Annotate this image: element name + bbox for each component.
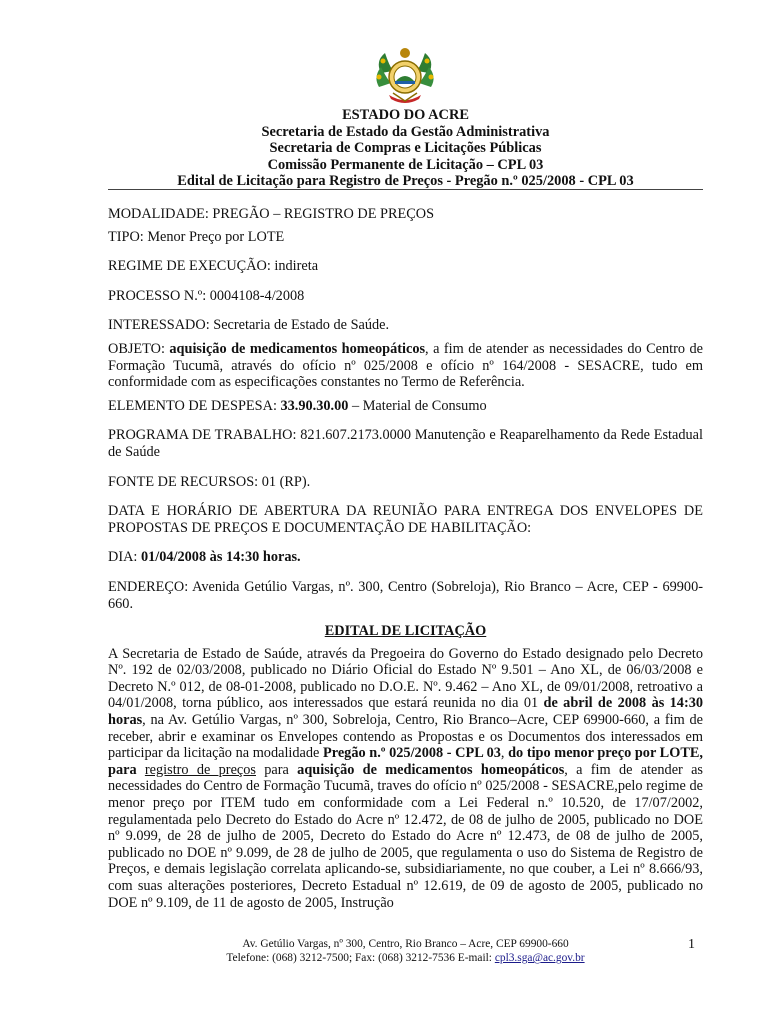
field-regime: REGIME DE EXECUÇÃO: indireta — [108, 258, 319, 275]
document-header — [108, 107, 703, 190]
header-purchasing: Secretaria de Compras e Licitações Públicas — [269, 140, 542, 157]
header-edital-title: Edital de Licitação para Registro de Preços - Pregão n.º 025/2008 - CPL 03 — [177, 173, 634, 190]
header-commission: Comissão Permanente de Licitação – CPL 03 — [267, 156, 544, 173]
edital-paragraph: A Secretaria de Estado de Saúde, através da Pregoeira do Governo do Estado designado pelo Decreto Nº. 192 de 02/03/2008, publicado no Diário Oficial do Estado Nº 9.501 – Ano XL, de 06/03/2008 e Decreto N.º 012, de 08-01-2008, publicado no D.O.E. Nº. 9.462 – Ano XL, de 09/01/2008, retroativo a 04/01/2008, torna público, aos interessados que estará reunida no dia 01 de abril de 2008 às 14:30 horas, na Av. Getúlio Vargas, nº 300, Sobreloja, Centro, Rio Branco–Acre, CEP 69900-660, a fim de receber, abrir e examinar os Envelopes contendo as Propostas e os Documentos dos interessados em participar da licitação na modalidade Pregão n.º 025/2008 - CPL 03, do tipo menor preço por LOTE, para registro de preços para aquisição de medicamentos homeopáticos, a fim de atender as necessidades do Centro de Formação Tucumã, traves do ofício nº 025/2008 - SESACRE,pelo regime de menor preço por ITEM tudo em conformidade com a Lei Federal n.º 10.520, de 17/07/2002, regulamentada pelo Decreto do Estado do Acre nº 12.472, de 08 de julho de 2005, publicado no DOE nº 9.099, de 28 de julho de 2005, Decreto do Estado do Acre nº 12.473, de 08 de julho de 2005, publicado no DOE nº 9.099, de 28 de julho de 2005, que regulamenta o uso do Sistema de Registro de Preços, e demais legislação correlata aplicando-se, subsidiariamente, no que couber, a Lei nº 8.666/93, com suas alterações posteriores, Decreto Estadual nº 12.619, de 09 de agosto de 2005, publicado no DOE nº 9.109, de 11 de agosto de 2005, Instrução — [108, 645, 704, 911]
field-interessado: INTERESSADO: Secretaria de Estado de Saúde. — [108, 317, 390, 334]
document-body — [108, 206, 703, 911]
field-dia: DIA: 01/04/2008 às 14:30 horas. — [108, 549, 301, 566]
document-footer — [108, 937, 703, 965]
field-modalidade: MODALIDADE: PREGÃO – REGISTRO DE PREÇOS — [108, 206, 435, 222]
field-programa: PROGRAMA DE TRABALHO: 821.607.2173.0000 Manutenção e Reaparelhamento da Rede Estadual de Saúde — [108, 427, 703, 460]
field-endereco: ENDEREÇO: Avenida Getúlio Vargas, nº. 300, Centro (Sobreloja), Rio Branco – Acre, CEP - 69900-660. — [108, 578, 703, 612]
field-tipo: TIPO: Menor Preço por LOTE — [108, 228, 285, 245]
field-data-horario: DATA E HORÁRIO DE ABERTURA DA REUNIÃO PARA ENTREGA DOS ENVELOPES DE PROPOSTAS DE PREÇOS E DOCUMENTAÇÃO DE HABILITAÇÃO: — [108, 503, 703, 536]
footer-contacts: Telefone: (068) 3212-7500; Fax: (068) 3212-7536 E-mail: cpl3.sga@ac.gov.br — [226, 952, 585, 965]
edital-section-title: EDITAL DE LICITAÇÃO — [324, 623, 487, 640]
field-objeto: OBJETO: aquisição de medicamentos homeopáticos, a fim de atender as necessidades do Centro de Formação Tucumã, através do ofício nº 025/2008 e ofício nº 164/2008 - SESACRE, tudo em conformidade com as especificações constantes no Termo de Referência. — [108, 340, 704, 391]
footer-email-link[interactable]: cpl3.sga@ac.gov.br — [494, 952, 585, 965]
page-number: 1 — [688, 937, 695, 952]
field-processo: PROCESSO N.º: 0004108-4/2008 — [108, 287, 305, 304]
header-secretariat: Secretaria de Estado da Gestão Administrativa — [261, 123, 550, 140]
field-fonte: FONTE DE RECURSOS: 01 (RP). — [108, 473, 311, 490]
header-state: ESTADO DO ACRE — [342, 107, 469, 123]
field-elemento-despesa: ELEMENTO DE DESPESA: 33.90.30.00 – Material de Consumo — [108, 397, 487, 414]
coat-of-arms-logo — [371, 43, 439, 111]
footer-address: Av. Getúlio Vargas, nº 300, Centro, Rio Branco – Acre, CEP 69900-660 — [242, 938, 569, 950]
header-divider — [108, 189, 703, 190]
